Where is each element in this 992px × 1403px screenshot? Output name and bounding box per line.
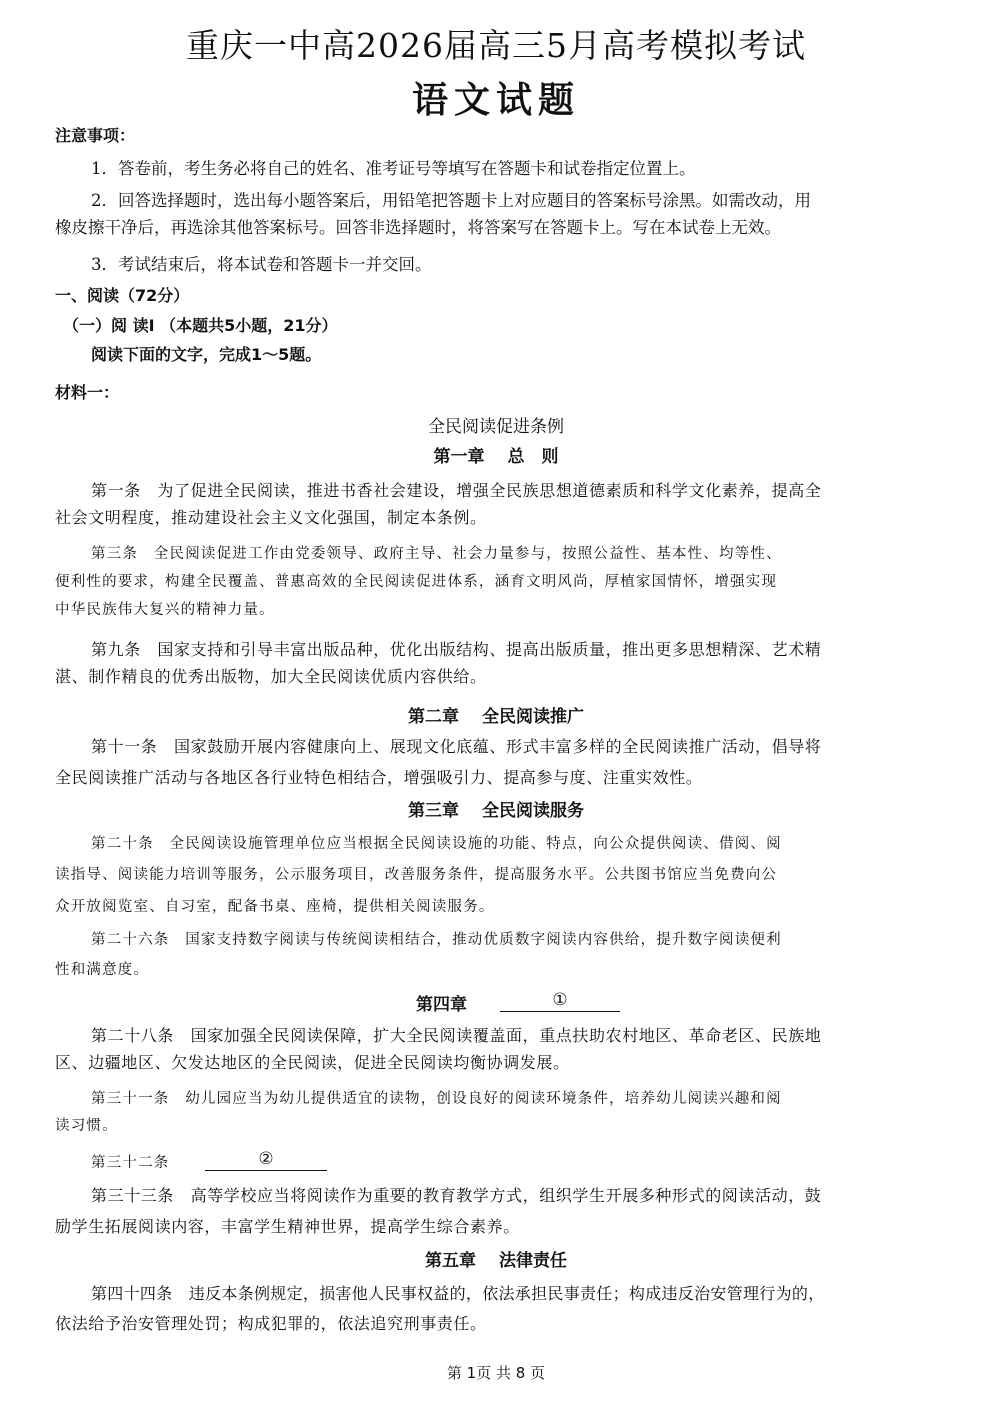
article-9-cont: 湛、制作精良的优秀出版物，加大全民阅读优质内容供给。 [55, 667, 487, 686]
article-20-cont-2: 众开放阅览室、自习室，配备书桌、座椅，提供相关阅读服务。 [55, 899, 495, 915]
article-31-cont: 读习惯。 [55, 1118, 118, 1134]
page-number: 第 1页 共 8 页 [446, 1364, 546, 1382]
section-title: 一、阅读（72分） [55, 286, 190, 305]
notice-item-2: 2．回答选择题时，选出每小题答案后，用铅笔把答题卡上对应题目的答案标号涂黑。如需改动，用 [91, 191, 811, 210]
article-32-blank: ② [205, 1148, 327, 1171]
material-label: 材料一： [55, 383, 120, 402]
section-instruction: 阅读下面的文字，完成1～5题。 [91, 345, 322, 364]
subject-title: 语文试题 [411, 79, 580, 121]
article-20: 第二十条 全民阅读设施管理单位应当根据全民阅读设施的功能、特点，向公众提供阅读、借阅、阅 [91, 836, 782, 852]
article-20-cont: 读指导、阅读能力培训等服务，公示服务项目，改善服务条件，提高服务水平。公共图书馆应当免费向公 [55, 867, 778, 883]
article-9: 第九条 国家支持和引导丰富出版品种，优化出版结构、提高出版质量，推出更多思想精深、艺术精 [91, 640, 822, 659]
chapter-4-title: 第四章 [416, 995, 467, 1015]
notice-item-1: 1．答卷前，考生务必将自己的姓名、准考证号等填写在答题卡和试卷指定位置上。 [91, 159, 696, 178]
chapter-5-title: 第五章 法律责任 [425, 1251, 567, 1271]
notice-item-3: 3．考试结束后，将本试卷和答题卡一并交回。 [91, 255, 432, 274]
exam-title: 重庆一中高2026届高三5月高考模拟考试 [186, 26, 806, 65]
article-3: 第三条 全民阅读促进工作由党委领导、政府主导、社会力量参与，按照公益性、基本性、均等性、 [91, 546, 782, 562]
article-26-cont: 性和满意度。 [55, 962, 150, 978]
article-11: 第十一条 国家鼓励开展内容健康向上、展现文化底蕴、形式丰富多样的全民阅读推广活动，倡导将 [91, 737, 822, 756]
article-32-label: 第三十二条 [91, 1155, 170, 1171]
section-subtitle: （一）阅 读Ⅰ （本题共5小题，21分） [63, 316, 338, 335]
article-31: 第三十一条 幼儿园应当为幼儿提供适宜的读物，创设良好的阅读环境条件，培养幼儿阅读兴趣和阅 [91, 1091, 782, 1107]
article-44-cont: 依法给予治安管理处罚；构成犯罪的，依法追究刑事责任。 [55, 1314, 487, 1333]
chapter-1-title: 第一章 总 则 [433, 447, 559, 467]
article-33: 第三十三条 高等学校应当将阅读作为重要的教育教学方式，组织学生开展多种形式的阅读活动，鼓 [91, 1186, 822, 1205]
regulation-title: 全民阅读促进条例 [428, 417, 564, 437]
notice-item-2-cont: 橡皮擦干净后，再选涂其他答案标号。回答非选择题时，将答案写在答题卡上。写在本试卷上无效。 [55, 218, 781, 237]
article-44: 第四十四条 违反本条例规定，损害他人民事权益的，依法承担民事责任；构成违反治安管理行为的， [91, 1284, 825, 1303]
article-11-cont: 全民阅读推广活动与各地区各行业特色相结合，增强吸引力、提高参与度、注重实效性。 [55, 768, 703, 787]
article-3-cont: 便利性的要求，构建全民覆盖、普惠高效的全民阅读促进体系，涵育文明风尚，厚植家国情怀，增强实现 [55, 574, 778, 590]
chapter-4-blank: ① [500, 989, 620, 1012]
article-28: 第二十八条 国家加强全民阅读保障，扩大全民阅读覆盖面，重点扶助农村地区、革命老区、民族地 [91, 1026, 822, 1045]
article-1-cont: 社会文明程度，推动建设社会主义文化强国，制定本条例。 [55, 508, 487, 527]
article-26: 第二十六条 国家支持数字阅读与传统阅读相结合，推动优质数字阅读内容供给，提升数字阅读便利 [91, 932, 782, 948]
article-28-cont: 区、边疆地区、欠发达地区的全民阅读，促进全民阅读均衡协调发展。 [55, 1053, 570, 1072]
article-3-cont-2: 中华民族伟大复兴的精神力量。 [55, 602, 275, 618]
chapter-3-title: 第三章 全民阅读服务 [408, 801, 584, 821]
notice-heading: 注意事项： [55, 126, 136, 145]
chapter-2-title: 第二章 全民阅读推广 [408, 707, 584, 727]
article-33-cont: 励学生拓展阅读内容，丰富学生精神世界，提高学生综合素养。 [55, 1217, 520, 1236]
article-1: 第一条 为了促进全民阅读，推进书香社会建设，增强全民族思想道德素质和科学文化素养，提高全 [91, 481, 822, 500]
